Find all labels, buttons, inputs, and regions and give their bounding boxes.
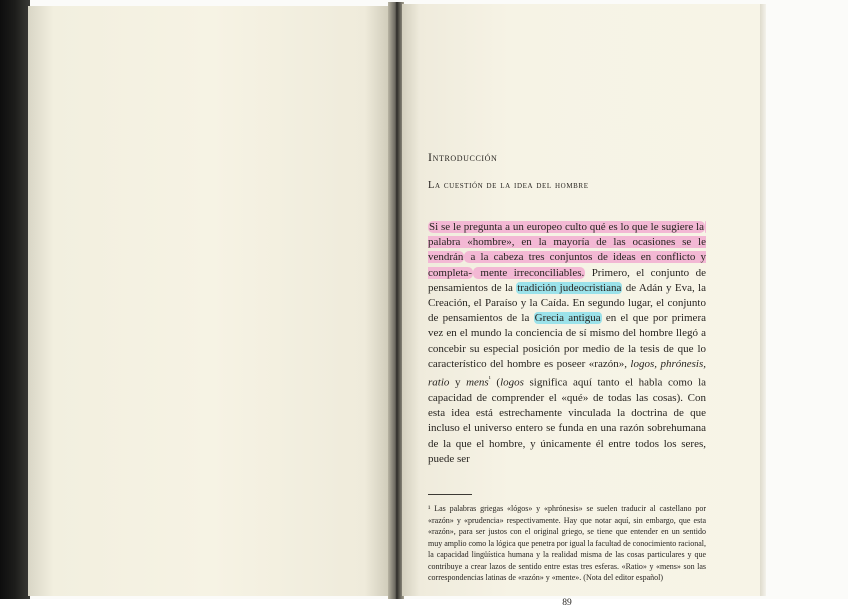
highlighted-text-pink: Si se le pregunta a un europeo culto qué es lo que le sugiere la	[429, 221, 704, 233]
paragraph-text-run: en el que por primera vez en el mundo la conciencia de sí mismo del hombre llegó a concebir su especial posición por medio de la tesis de que lo característico del hombre es poseer «razón»,	[428, 312, 706, 370]
paragraph-text-run: (	[490, 376, 501, 389]
paragraph-text-run: logos, phrónesis, ratio	[428, 357, 706, 389]
body-paragraph	[428, 220, 706, 467]
highlighted-text-blue: Grecia antigua	[534, 312, 601, 325]
paragraph-text-run: de Adán y Eva, la Creación, el Paraíso y la Caída. En segundo lugar, el conjunto de pensamientos de la	[428, 281, 706, 325]
highlighted-text-blue: tradición judeocristiana	[517, 281, 622, 294]
paragraph-text-run: Primero, el conjunto de pensamientos de la	[428, 266, 706, 294]
footnote-rule	[428, 494, 472, 495]
page-edge	[760, 4, 766, 596]
footnote: ¹ Las palabras griegas «lógos» y «phrónesis» se suelen traducir al castellano por «razón» y «prudencia» respectivamente. Hay que notar aquí, sin embargo, que esta «razón», para ser justos con el original griego, se tiene que entender en un sentido muy amplio como la lógica que penetra por igual la facultad de conocimiento racional, la capacidad lingüística humana y la realidad misma de las cosas particulares y que contribuye a crear lazos de sentido entre estas tres esferas. «Ratio» y «mens» son las correspondencias latinas de «razón» y «mente». (Nota del editor español)	[428, 503, 706, 583]
blank-left-page	[28, 6, 394, 596]
page-text	[428, 150, 706, 608]
paragraph-text-run: logos	[500, 376, 524, 389]
highlighted-text-pink: palabra «hombre», en la mayoría de las ocasiones se le vendrán	[428, 221, 706, 263]
chapter-title: Introducción	[428, 150, 498, 164]
paragraph-text-run: ¹	[488, 375, 491, 384]
paragraph-text-run: y	[449, 376, 467, 389]
paragraph-text-run: mens	[466, 376, 489, 389]
highlighted-text-pink: a la cabeza tres conjuntos de ideas en conflicto y completa-	[428, 251, 706, 279]
scanner-dark-edge	[0, 0, 30, 599]
highlighted-text-pink: mente irreconciliables.	[473, 266, 585, 279]
section-title: La cuestión de la idea del hombre	[428, 180, 589, 191]
page-number: 89	[562, 598, 572, 608]
paragraph-text-run: significa aquí tanto el habla como la capacidad de comprender el «qué» de todas las cosas). Con esta idea está estrechamente vinculada la doctrina de que incluso el universo entero se funda en una razón sobrehumana de la que el hombre, y únicamente él entre todos los seres, puede ser	[428, 376, 707, 465]
